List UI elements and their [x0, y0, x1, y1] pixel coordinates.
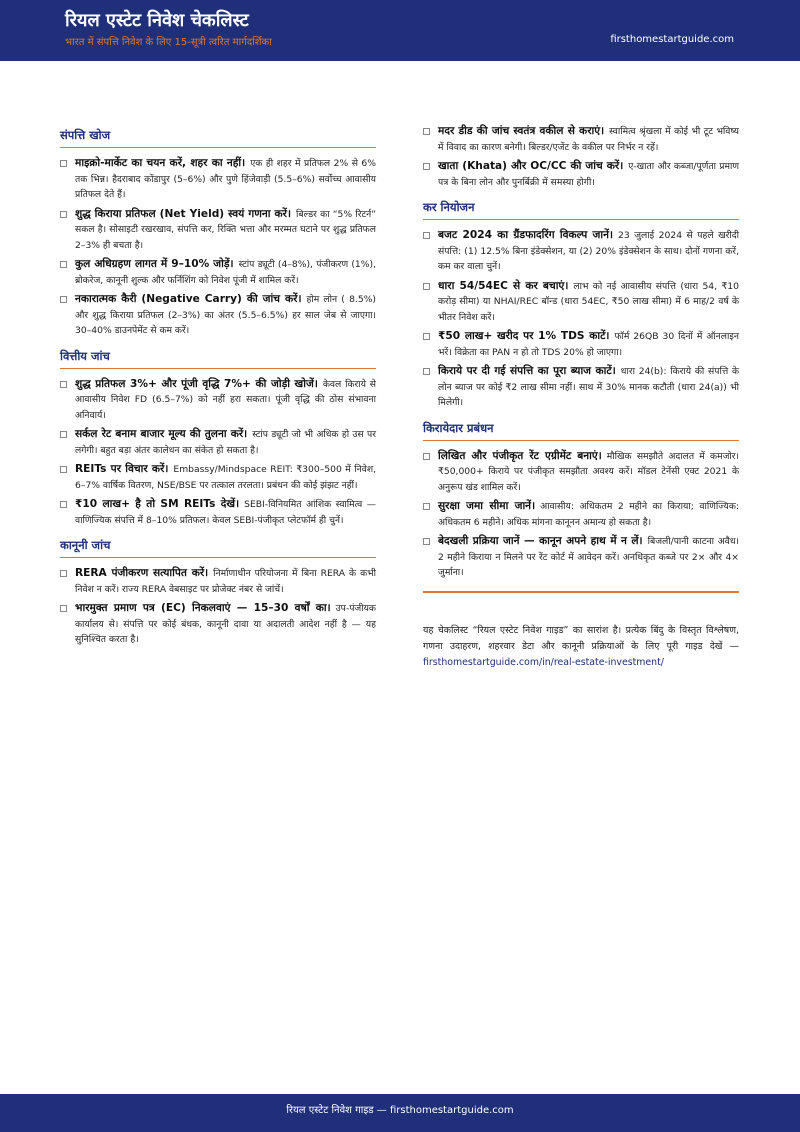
checklist-item	[60, 601, 376, 648]
item-heading: मदर डीड की जांच स्वतंत्र वकील से कराएं।	[438, 125, 605, 137]
item-text: निर्माणाधीन परियोजना में बिना RERA के कभी निवेश न करें। राज्य RERA वेबसाइट पर प्रोजेक्ट नंबर से जांचें।	[75, 568, 376, 595]
item-text: स्टांप ड्यूटी (4–8%), पंजीकरण (1%), ब्रोकरेज, कानूनी शुल्क और फर्निशिंग को निवेश पूंजी में शामिल करें।	[75, 259, 376, 286]
checklist-item	[60, 427, 376, 458]
item-text: होम लोन ( 8.5%) और शुद्ध किराया प्रतिफल (2–3%) का अंतर (5.5–6.5%) हर साल जेब से जाएगा। 30–40% डाउनपेमेंट से कम करें।	[75, 294, 377, 336]
item-heading: धारा 54/54EC से कर बचाएं।	[438, 279, 569, 292]
item-heading: RERA पंजीकरण सत्यापित करें।	[75, 567, 209, 579]
checkbox[interactable]	[60, 211, 67, 218]
checklist-item	[423, 364, 739, 411]
checkbox[interactable]	[423, 538, 430, 545]
checklist-item	[60, 207, 376, 254]
checklist-item	[60, 156, 376, 203]
checklist-legal-check-part1	[60, 566, 376, 648]
section-title-property-search: संपत्ति खोज	[60, 128, 376, 148]
checklist-item	[60, 566, 376, 597]
checklist-item	[423, 124, 739, 155]
checklist-item	[423, 534, 739, 581]
item-heading: माइक्रो-मार्केट का चयन करें, शहर का नहीं।	[75, 157, 246, 169]
checklist-item	[60, 377, 376, 424]
item-heading: REITs पर विचार करें।	[75, 463, 169, 475]
checklist-item	[423, 228, 739, 275]
item-text: बिजली/पानी काटना अवैध। 2 महीने किराया न मिलने पर रेंट कोर्ट में आवेदन करें। अनधिकृत कब्जे पर 2× और 4× जुर्माना।	[438, 536, 739, 578]
checkbox[interactable]	[60, 296, 67, 303]
summary-text: यह चेकलिस्ट “रियल एस्टेट निवेश गाइड” का सारांश है। प्रत्येक बिंदु के विस्तृत विश्लेषण, गणना उदाहरण, शहरवार डेटा और कानूनी प्रक्रियाओं के लिए पूरी गाइड देखें —	[423, 624, 739, 652]
item-heading: शुद्ध किराया प्रतिफल (Net Yield) स्वयं गणना करें।	[75, 207, 292, 220]
item-heading: लिखित और पंजीकृत रेंट एग्रीमेंट बनाएं।	[438, 449, 602, 462]
item-text: फॉर्म 26QB 30 दिनों में ऑनलाइन भरें। विक्रेता का PAN न हो तो TDS 20% हो जाएगा।	[438, 331, 739, 358]
item-heading: बजट 2024 का ग्रैंडफादरिंग विकल्प जानें।	[438, 229, 614, 241]
checklist-item	[60, 497, 376, 528]
checkbox[interactable]	[423, 283, 430, 290]
section-title-financial-check: वित्तीय जांच	[60, 349, 376, 369]
checkbox[interactable]	[60, 261, 67, 268]
section-title-tenant-management: किरायेदार प्रबंधन	[423, 421, 739, 441]
item-heading: भारमुक्त प्रमाण पत्र (EC) निकलवाएं — 15–30 वर्षों का।	[75, 602, 331, 614]
checkbox[interactable]	[423, 503, 430, 510]
item-text: उप-पंजीयक कार्यालय से। संपत्ति पर कोई बंधक, कानूनी दावा या अदालती आदेश नहीं है — यह सुनिश्चित करता है।	[75, 603, 376, 645]
divider	[423, 591, 739, 593]
item-text: लाभ को नई आवासीय संपत्ति (धारा 54, ₹10 करोड़ सीमा) या NHAI/REC बॉन्ड (धारा 54EC, ₹50 लाख सीमा) में 6 माह/2 वर्ष के भीतर निवेश करें।	[438, 280, 739, 323]
footer-text: रियल एस्टेट निवेश गाइड — firsthomestartguide.com	[286, 1105, 514, 1116]
section-title-legal-check: कानूनी जांच	[60, 538, 376, 558]
checkbox[interactable]	[423, 163, 430, 170]
checklist-item	[60, 462, 376, 493]
item-text: 23 जुलाई 2024 से पहले खरीदी संपत्ति: (1) 12.5% बिना इंडेक्सेशन, या (2) 20% इंडेक्सेशन के साथ। दोनों गणना करें, कम कर वाला चुनें।	[438, 230, 740, 272]
item-text: मौखिक समझौते अदालत में कमजोर। ₹50,000+ किराये पर पंजीकृत समझौता अवश्य करें। मॉडल टेनेंसी एक्ट 2021 के अनुरूप खंड शामिल करें।	[438, 450, 740, 493]
checkbox[interactable]	[60, 381, 67, 388]
checklist-tax-planning	[423, 228, 739, 411]
item-heading: किराये पर दी गई संपत्ति का पूरा ब्याज काटें।	[438, 365, 616, 377]
item-heading: सुरक्षा जमा सीमा जानें।	[438, 500, 536, 512]
checkbox[interactable]	[423, 453, 430, 460]
item-heading: शुद्ध प्रतिफल 3%+ और पूंजी वृद्धि 7%+ की जोड़ी खोजें।	[75, 377, 318, 390]
item-text: स्वामित्व श्रृंखला में कोई भी टूट भविष्य में विवाद का कारण बनेगी। बिल्डर/एजेंट के वकील पर निर्भर न रहें।	[438, 126, 739, 153]
checklist-tenant-management	[423, 449, 739, 581]
checkbox[interactable]	[423, 232, 430, 239]
checkbox[interactable]	[60, 605, 67, 612]
item-text: धारा 24(b): किराये की संपत्ति के लोन ब्याज पर कोई ₹2 लाख सीमा नहीं। साथ में 30% मानक कटौती (धारा 24(a)) भी मिलेगी।	[438, 366, 739, 408]
item-text: ए-खाता और कब्जा/पूर्णता प्रमाण पत्र के बिना लोन और पुनर्बिक्री में समस्या होगी।	[438, 161, 739, 188]
checkbox[interactable]	[60, 570, 67, 577]
page-header	[0, 0, 800, 61]
checklist-item	[423, 499, 739, 530]
checkbox[interactable]	[60, 160, 67, 167]
item-heading: ₹10 लाख+ है तो SM REITs देखें।	[75, 498, 240, 510]
guide-link[interactable]: firsthomestartguide.com/in/real-estate-investment/	[423, 656, 664, 668]
page-footer	[0, 1094, 800, 1132]
checkbox[interactable]	[423, 128, 430, 135]
item-heading: कुल अधिग्रहण लागत में 9–10% जोड़ें।	[75, 258, 234, 270]
checkbox[interactable]	[423, 368, 430, 375]
checkbox[interactable]	[60, 501, 67, 508]
item-text: SEBI-विनियमित आंशिक स्वामित्व — वाणिज्यिक संपत्ति में 8–10% प्रतिफल। केवल SEBI-पंजीकृत प्लेटफॉर्म ही चुनें।	[75, 499, 376, 526]
checklist-financial-check	[60, 377, 376, 529]
item-text: केवल किराये से आवासीय निवेश FD (6.5–7%) को नहीं हरा सकता। पूंजी वृद्धि की ठोस संभावना अनिवार्य।	[75, 378, 376, 421]
summary-note	[423, 623, 739, 671]
item-text: स्टांप ड्यूटी जो भी अधिक हो उस पर लगेगी। बहुत बड़ा अंतर कालेधन का संकेत हो सकता है।	[75, 429, 376, 456]
item-text: एक ही शहर में प्रतिफल 2% से 6% तक भिन्न। हैदराबाद कोंडापुर (5–6%) और पुणे हिंजेवाड़ी (5.5–6%) सर्वोच्च आवासीय प्रतिफल देते हैं।	[75, 158, 377, 200]
page-title: रियल एस्टेट निवेश चेकलिस्ट	[65, 10, 249, 31]
checklist-item	[423, 159, 739, 190]
item-text: Embassy/Mindspace REIT: ₹300–500 में निवेश, 6–7% वार्षिक वितरण, NSE/BSE पर तत्काल तरलता। प्रबंधन की कोई झंझट नहीं।	[75, 464, 376, 491]
checkbox[interactable]	[423, 333, 430, 340]
page-subtitle: भारत में संपत्ति निवेश के लिए 15-सूत्री त्वरित मार्गदर्शिका	[65, 37, 272, 48]
item-heading: बेदखली प्रक्रिया जानें — कानून अपने हाथ में न लें।	[438, 535, 643, 547]
item-heading: ₹50 लाख+ खरीद पर 1% TDS काटें।	[438, 330, 610, 342]
checklist-item	[423, 449, 739, 496]
header-site-link[interactable]: firsthomestartguide.com	[610, 34, 734, 45]
right-column	[423, 120, 739, 671]
left-column	[60, 120, 376, 658]
item-heading: नकारात्मक कैरी (Negative Carry) की जांच करें।	[75, 293, 302, 305]
item-text: आवासीय: अधिकतम 2 महीने का किराया; वाणिज्यिक: अधिकतम 6 महीने। अधिक मांगना कानूनन अमान्य हो सकता है।	[438, 501, 739, 528]
item-text: बिल्डर का “5% रिटर्न” सकल है। सोसाइटी रखरखाव, संपत्ति कर, रिक्ति भत्ता और मरम्मत घटाने पर शुद्ध प्रतिफल 2–3% ही बचता है।	[75, 208, 376, 251]
checklist-property-search	[60, 156, 376, 339]
checklist-item	[60, 292, 376, 339]
item-heading: खाता (Khata) और OC/CC की जांच करें।	[438, 160, 624, 172]
checkbox[interactable]	[60, 431, 67, 438]
checklist-item	[423, 329, 739, 360]
checklist-item	[423, 279, 739, 326]
checklist-legal-check-part2	[423, 124, 739, 190]
section-title-tax-planning: कर नियोजन	[423, 200, 739, 220]
checklist-item	[60, 257, 376, 288]
item-heading: सर्कल रेट बनाम बाजार मूल्य की तुलना करें।	[75, 428, 248, 440]
checkbox[interactable]	[60, 466, 67, 473]
